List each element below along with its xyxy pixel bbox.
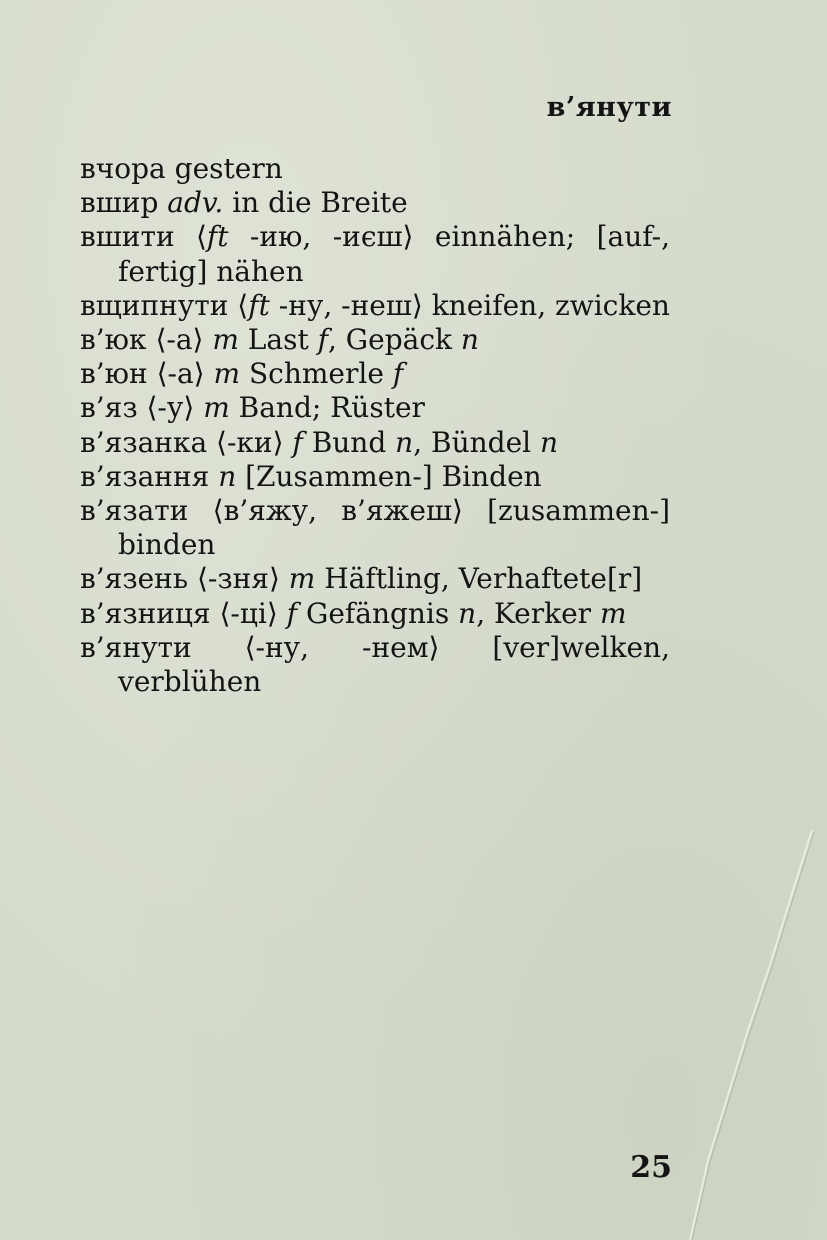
- entry-grammar-label: m: [213, 357, 241, 391]
- entry-grammar-label: n: [460, 323, 479, 357]
- dictionary-entry: [80, 426, 670, 460]
- entry-grammar-label: m: [203, 391, 230, 425]
- dictionary-entry: [80, 323, 670, 357]
- entry-text: в’язати ⟨в’яжу, в’яжеш⟩ [zusammen-] binden: [80, 494, 670, 562]
- entry-grammar-label: n: [458, 596, 477, 630]
- dictionary-entry: [80, 460, 670, 494]
- entry-text: Häftling, Verhaftete[r]: [315, 562, 643, 596]
- entry-text: в’юн ⟨-а⟩: [80, 357, 214, 391]
- entry-grammar-label: n: [218, 459, 237, 493]
- entry-text: вщипнути ⟨: [80, 288, 249, 322]
- entry-text: в’юк ⟨-а⟩: [80, 323, 213, 357]
- entry-text: в’язання: [80, 459, 219, 493]
- entry-text: in die Breite: [223, 186, 408, 220]
- entry-text: вчора gestern: [80, 152, 283, 185]
- entry-text: , Kerker: [476, 596, 600, 630]
- entry-text: вшир: [80, 186, 168, 220]
- entry-grammar-label: f: [286, 596, 298, 630]
- entry-grammar-label: ft: [206, 220, 229, 254]
- crease-line: [690, 830, 812, 1240]
- entry-grammar-label: f: [292, 425, 303, 459]
- entry-grammar-label: m: [599, 596, 627, 630]
- dictionary-entry: [80, 631, 670, 699]
- entry-grammar-label: f: [392, 357, 404, 391]
- dictionary-entry: [80, 597, 670, 631]
- entry-text: Last: [238, 323, 318, 357]
- entry-text: Band; Rüster: [229, 391, 425, 425]
- entry-text: Gefängnis: [297, 596, 459, 630]
- entry-grammar-label: adv.: [167, 186, 224, 220]
- entry-text: [Zusammen-] Binden: [236, 459, 542, 493]
- entry-text: -ию, -иєш⟩ einnähen; [auf-, fertig] nähen: [118, 220, 670, 288]
- dictionary-entry: [80, 391, 670, 425]
- entry-text: в’яз ⟨-у⟩: [80, 391, 204, 425]
- dictionary-entry: [80, 186, 670, 220]
- crease-shadow: [692, 832, 814, 1240]
- entry-text: Schmerle: [240, 357, 393, 391]
- dictionary-entry: [80, 357, 670, 391]
- entry-text: -ну, -неш⟩ kneifen, zwicken: [269, 288, 670, 322]
- dictionary-entry: [80, 152, 670, 186]
- entry-text: Bund: [302, 425, 396, 459]
- dictionary-entry: [80, 562, 670, 596]
- entry-text: в’янути ⟨-ну, -нем⟩ [ver]welken, verblühen: [80, 630, 670, 699]
- dictionary-entry: [80, 289, 670, 323]
- entry-text: в’язень ⟨-зня⟩: [80, 562, 289, 596]
- dictionary-entry: [80, 220, 670, 288]
- entry-text: в’язанка ⟨-ки⟩: [80, 425, 293, 459]
- entry-grammar-label: ft: [248, 288, 270, 322]
- entry-text: , Bündel: [413, 425, 541, 459]
- entry-grammar-label: f: [317, 323, 328, 357]
- entry-text: в’язниця ⟨-ці⟩: [80, 596, 287, 630]
- entry-grammar-label: m: [212, 323, 239, 357]
- running-head: в’янути: [546, 92, 672, 123]
- entry-grammar-label: n: [395, 425, 414, 459]
- entry-text: , Gepäck: [328, 323, 461, 357]
- page-number: 25: [630, 1150, 672, 1185]
- dictionary-entries: [80, 152, 670, 699]
- dictionary-entry: [80, 494, 670, 562]
- entry-grammar-label: n: [540, 425, 559, 459]
- entry-text: вшити ⟨: [80, 220, 207, 254]
- entry-grammar-label: m: [288, 562, 316, 596]
